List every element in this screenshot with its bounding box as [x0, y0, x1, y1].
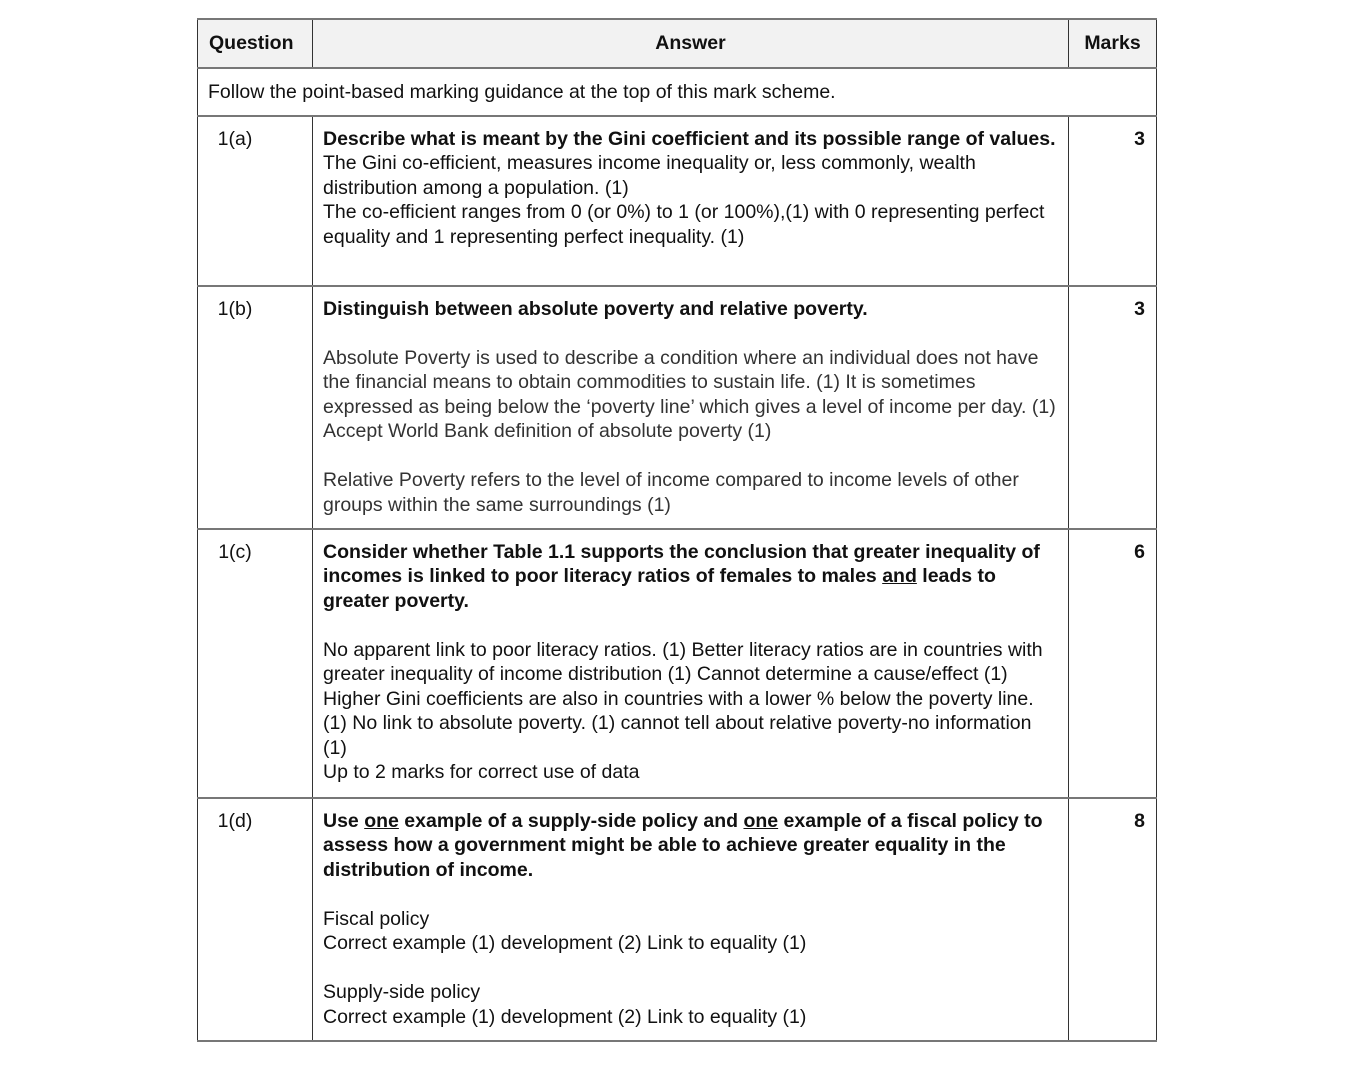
supply-side-criteria: Correct example (1) development (2) Link to equality (1) — [323, 1005, 807, 1028]
answer-line: The co-efficient ranges from 0 (or 0%) to 1 (or 100%),(1) with 0 representing perfect equality and 1 representing perfect inequality. (1) — [323, 201, 1045, 248]
answer-note: Up to 2 marks for correct use of data — [323, 761, 640, 783]
marks-value: 8 — [1069, 798, 1157, 1041]
header-row — [198, 19, 1157, 68]
marks-value: 3 — [1069, 116, 1157, 286]
answer-header: Answer — [313, 19, 1069, 68]
marks-value: 3 — [1069, 286, 1157, 529]
emphasis-underline: one — [364, 809, 399, 832]
answer-paragraph: Absolute Poverty is used to describe a condition where an individual does not have the financial means to obtain commodities to sustain life. (1) It is sometimes expressed as being below the ‘poverty line’ which gives a level of income per day. (1) Accept World Bank definition of absolute poverty (1) — [323, 346, 1056, 442]
answer-line: The Gini co-efficient, measures income inequality or, less commonly, wealth distribution among a population. (1) — [323, 152, 976, 199]
question-header: Question — [198, 19, 313, 68]
question-number: 1(d) — [198, 798, 313, 1041]
supply-side-heading: Supply-side policy — [323, 981, 481, 1003]
answer-paragraph: Relative Poverty refers to the level of income compared to income levels of other groups within the same surroundings (1) — [323, 469, 1019, 516]
emphasis-underline: one — [743, 809, 779, 832]
fiscal-criteria: Correct example (1) development (2) Link to equality (1) — [323, 932, 807, 954]
answer-cell — [313, 798, 1069, 1041]
marks-header: Marks — [1069, 19, 1157, 68]
fiscal-heading: Fiscal policy — [323, 907, 430, 930]
marks-value: 6 — [1069, 529, 1157, 798]
question-number: 1(c) — [198, 529, 313, 798]
table-row-1d — [198, 798, 1157, 1041]
table-row-1a — [198, 116, 1157, 286]
question-number: 1(b) — [198, 286, 313, 529]
answer-cell — [313, 116, 1069, 286]
answer-paragraph: No apparent link to poor literacy ratios. (1) Better literacy ratios are in countries with greater inequality of income distribution (1) Cannot determine a cause/effect (1) Higher Gini coefficients are also in countries with a lower % below the poverty line. (1) No link to absolute poverty. (1) cannot tell about relative poverty-no information (1) — [323, 638, 1043, 759]
guidance-row — [198, 68, 1157, 116]
question-prompt: Use one example of a supply-side policy and one example of a fiscal policy to assess how a government might be able to achieve greater equality in the distribution of income. — [323, 809, 1043, 881]
question-number: 1(a) — [198, 116, 313, 286]
mark-scheme-table — [197, 18, 1157, 1042]
table-row-1b — [198, 286, 1157, 529]
answer-cell — [313, 286, 1069, 529]
question-prompt: Describe what is meant by the Gini coefficient and its possible range of values. — [323, 127, 1056, 150]
emphasis-underline: and — [882, 565, 917, 587]
question-prompt: Consider whether Table 1.1 supports the conclusion that greater inequality of incomes is linked to poor literacy ratios of females to males and leads to greater poverty. — [323, 540, 1040, 612]
guidance-text: Follow the point-based marking guidance at the top of this mark scheme. — [198, 68, 1157, 116]
table-row-1c — [198, 529, 1157, 798]
answer-cell — [313, 529, 1069, 798]
question-prompt: Distinguish between absolute poverty and relative poverty. — [323, 297, 868, 320]
